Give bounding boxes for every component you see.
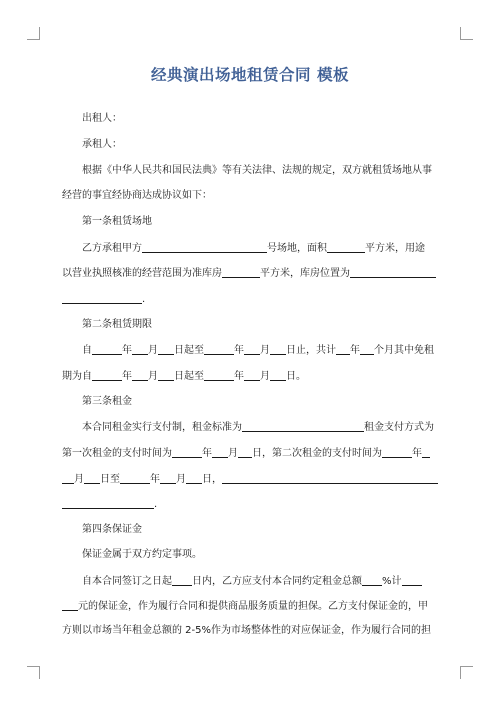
blank-field[interactable] — [350, 266, 436, 278]
text-segment: 自 — [82, 345, 92, 356]
text-segment: 号场地，面积 — [267, 243, 327, 254]
text-segment: 乙方承租甲方 — [82, 243, 142, 254]
text-segment: 月 — [260, 371, 270, 382]
blank-field[interactable] — [172, 446, 202, 458]
article-3-line-4 — [62, 497, 157, 512]
text-segment: 日起至 — [174, 371, 204, 382]
lessor-line: 出租人： — [82, 113, 122, 124]
corner-mark-top-left — [27, 27, 40, 40]
document-title: 经典演出场地租赁合同 模板 — [151, 66, 349, 84]
text-segment: 月 — [148, 371, 158, 382]
article-3-line-1 — [82, 420, 434, 435]
text-segment: 年 — [234, 345, 244, 356]
article-4-line-1: 保证金属于双方约定事项。 — [82, 549, 202, 560]
text-segment: 年 — [202, 448, 212, 459]
text-segment: 日内，乙方应支付本合同约定租金总额 — [192, 576, 362, 587]
blank-field[interactable] — [92, 343, 122, 355]
blank-field[interactable] — [212, 446, 228, 458]
blank-field[interactable] — [132, 343, 148, 355]
article-2-line-2 — [62, 369, 306, 384]
text-segment: 租金支付方式为 — [364, 422, 434, 433]
lessee-line: 承租人： — [82, 139, 122, 150]
blank-field[interactable] — [270, 369, 286, 381]
blank-field[interactable] — [362, 574, 382, 586]
corner-mark-top-right — [460, 27, 473, 40]
text-segment: . — [154, 499, 158, 510]
blank-field[interactable] — [204, 369, 234, 381]
text-segment: 月 — [148, 345, 158, 356]
blank-field[interactable] — [422, 446, 430, 458]
blank-field[interactable] — [222, 472, 438, 484]
blank-field[interactable] — [158, 343, 174, 355]
text-segment: 年 — [122, 371, 132, 382]
blank-field[interactable] — [158, 369, 174, 381]
corner-mark-bottom-left — [27, 666, 40, 679]
text-segment: 月 — [74, 474, 84, 485]
article-3-heading: 第三条租金 — [82, 396, 132, 407]
blank-field[interactable] — [186, 472, 202, 484]
blank-field[interactable] — [160, 472, 176, 484]
text-segment: 元的保证金，作为履行合同和提供商品服务质量的担保。乙方支付保证金的，甲 — [78, 601, 428, 612]
blank-field[interactable] — [238, 446, 252, 458]
blank-field[interactable] — [360, 343, 374, 355]
blank-field[interactable] — [204, 343, 234, 355]
text-segment: %计 — [382, 576, 402, 587]
text-segment: 以营业执照核准的经营范围为准库房 — [62, 268, 222, 279]
blank-field[interactable] — [270, 343, 286, 355]
blank-field[interactable] — [244, 369, 260, 381]
blank-field[interactable] — [382, 446, 412, 458]
blank-field[interactable] — [62, 292, 142, 304]
article-1-line-2 — [62, 266, 436, 281]
text-segment: 本合同租金实行支付制，租金标准为 — [82, 422, 242, 433]
blank-field[interactable] — [336, 343, 350, 355]
text-segment: 第一次租金的支付时间为 — [62, 448, 172, 459]
text-segment: 期为自 — [62, 371, 92, 382]
blank-field[interactable] — [62, 599, 78, 611]
blank-field[interactable] — [142, 241, 267, 253]
blank-field[interactable] — [120, 472, 150, 484]
blank-field[interactable] — [84, 472, 100, 484]
article-1-heading: 第一条租赁场地 — [82, 216, 152, 227]
text-segment: 平方米，用途 — [365, 243, 425, 254]
blank-field[interactable] — [62, 497, 154, 509]
text-segment: 年 — [350, 345, 360, 356]
article-4-line-3 — [62, 599, 428, 614]
intro-line-2: 经营的事宜经协商达成协议如下： — [62, 190, 212, 201]
article-4-line-4: 方则以市场当年租金总额的 2-5%作为市场整体性的对应保证金，作为履行合同的担 — [62, 625, 432, 636]
text-segment: 日。 — [286, 371, 306, 382]
corner-mark-bottom-right — [460, 666, 473, 679]
article-1-line-1 — [82, 241, 425, 256]
blank-field[interactable] — [242, 420, 364, 432]
text-segment: 日， — [202, 474, 222, 485]
blank-field[interactable] — [402, 574, 422, 586]
blank-field[interactable] — [62, 472, 74, 484]
text-segment: . — [142, 294, 146, 305]
article-3-line-2 — [62, 446, 430, 461]
text-segment: 日，第二次租金的支付时间为 — [252, 448, 382, 459]
text-segment: 年 — [150, 474, 160, 485]
blank-field[interactable] — [327, 241, 365, 253]
article-3-line-3 — [62, 472, 438, 487]
text-segment: 年 — [412, 448, 422, 459]
text-segment: 月 — [228, 448, 238, 459]
article-4-heading: 第四条保证金 — [82, 524, 142, 535]
intro-line-1: 根据《中华人民共和国民法典》等有关法律、法规的规定，双方就租赁场地从事 — [82, 165, 432, 176]
text-segment: 年 — [122, 345, 132, 356]
blank-field[interactable] — [222, 266, 260, 278]
text-segment: 月 — [260, 345, 270, 356]
text-segment: 日起至 — [174, 345, 204, 356]
blank-field[interactable] — [172, 574, 192, 586]
text-segment: 日至 — [100, 474, 120, 485]
blank-field[interactable] — [244, 343, 260, 355]
article-4-line-2 — [82, 574, 422, 589]
text-segment: 自本合同签订之日起 — [82, 576, 172, 587]
text-segment: 日止，共计 — [286, 345, 336, 356]
text-segment: 个月其中免租 — [374, 345, 434, 356]
text-segment: 月 — [176, 474, 186, 485]
blank-field[interactable] — [132, 369, 148, 381]
article-1-line-3 — [62, 292, 145, 307]
article-2-heading: 第二条租赁期限 — [82, 319, 152, 330]
text-segment: 年 — [234, 371, 244, 382]
article-2-line-1 — [82, 343, 434, 358]
blank-field[interactable] — [92, 369, 122, 381]
text-segment: 平方米，库房位置为 — [260, 268, 350, 279]
